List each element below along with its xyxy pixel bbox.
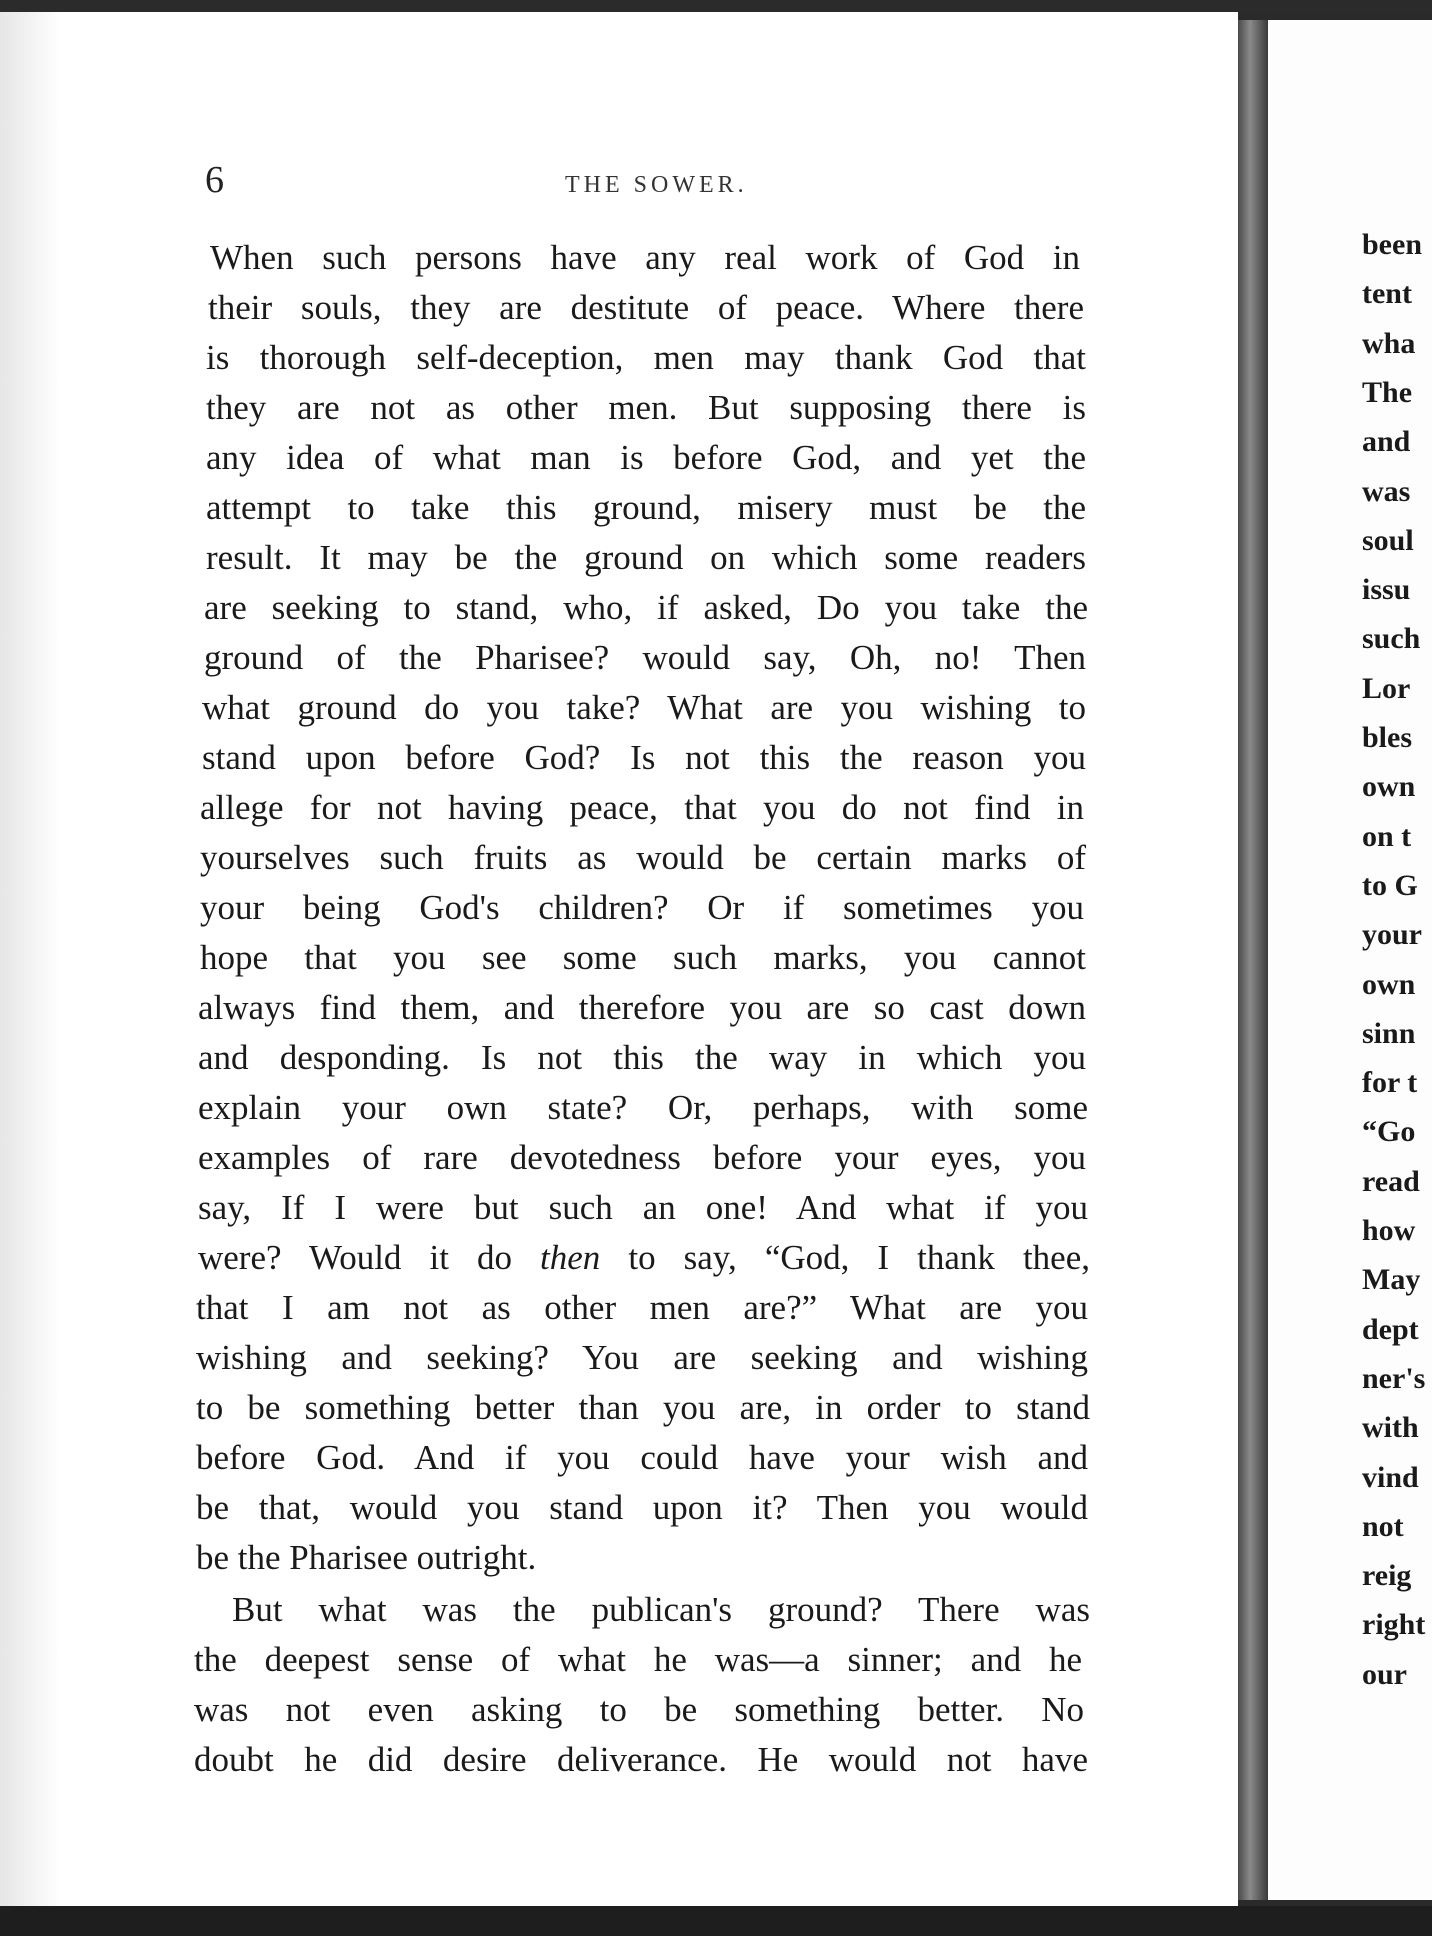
right-page-text-fragment: soul (1362, 523, 1414, 557)
text-line: was not even asking to be something better. No (194, 1690, 1084, 1729)
text-line: allege for not having peace, that you do not find in (200, 788, 1084, 827)
right-page-text-fragment: for t (1362, 1066, 1418, 1100)
right-page-text-fragment: on t (1362, 819, 1412, 853)
page-number: 6 (205, 159, 224, 201)
text-line: say, If I were but such an one! And what if you (198, 1188, 1088, 1227)
right-page-text-fragment: been (1362, 228, 1422, 261)
right-page-text-fragment: to G (1362, 868, 1418, 902)
right-page-text-fragment: read (1362, 1164, 1420, 1198)
text-line: attempt to take this ground, misery must be the (206, 488, 1086, 527)
left-page-edge-shadow (0, 12, 60, 1908)
text-line: be that, would you stand upon it? Then you would (196, 1488, 1088, 1527)
text-line: is thorough self-deception, men may thank God that (206, 338, 1086, 377)
right-page-text-fragment: your (1362, 918, 1422, 952)
text-line: But what was the publican's ground? There was (232, 1590, 1090, 1629)
right-page-text-fragment: such (1362, 622, 1421, 656)
text-line: result. It may be the ground on which some readers (206, 538, 1086, 577)
right-page-text-fragment: wha (1362, 326, 1416, 360)
text-line: wishing and seeking? You are seeking and wishing (196, 1338, 1088, 1377)
right-page-text-fragment: was (1362, 474, 1411, 508)
text-line: stand upon before God? Is not this the reason you (202, 738, 1086, 777)
right-page-text-fragment: The (1362, 375, 1413, 409)
right-page-text-fragment: tent (1362, 277, 1412, 311)
text-line: doubt he did desire deliverance. He would not have (194, 1740, 1088, 1779)
text-line: When such persons have any real work of God in (210, 238, 1080, 277)
scan-bottom-border (0, 1906, 1432, 1936)
right-page-text-fragment: right (1362, 1608, 1426, 1642)
text-line: always find them, and therefore you are so cast down (198, 988, 1086, 1027)
text-line: your being God's children? Or if sometimes you (200, 888, 1084, 927)
text-line: the deepest sense of what he was—a sinner; and he (194, 1640, 1082, 1679)
right-page-text-fragment: sinn (1362, 1016, 1416, 1050)
text-line: any idea of what man is before God, and yet the (206, 438, 1086, 477)
book-spine (1238, 20, 1268, 1900)
right-page-text-fragment: ner's (1362, 1361, 1426, 1395)
text-line: were? Would it do then to say, “God, I thank thee, (198, 1238, 1090, 1277)
text-line: their souls, they are destitute of peace. Where there (208, 288, 1084, 327)
text-line: explain your own state? Or, perhaps, with some (198, 1088, 1088, 1127)
text-line: ground of the Pharisee? would say, Oh, no! Then (204, 638, 1086, 677)
text-line: yourselves such fruits as would be certain marks of (200, 838, 1086, 877)
right-page-text-fragment: vind (1362, 1460, 1419, 1494)
right-page-text-fragment: dept (1362, 1312, 1419, 1346)
right-page-fragment (1268, 20, 1432, 1900)
text-line: before God. And if you could have your wish and (196, 1438, 1088, 1477)
running-head: THE SOWER. (565, 172, 748, 198)
text-line: what ground do you take? What are you wishing to (202, 688, 1086, 727)
text-line: to be something better than you are, in order to stand (196, 1388, 1090, 1427)
text-line: examples of rare devotedness before your eyes, you (198, 1138, 1086, 1177)
right-page-text-fragment: and (1362, 425, 1411, 459)
right-page-text-fragment: not (1362, 1509, 1404, 1543)
text-line: be the Pharisee outright. (196, 1538, 537, 1577)
right-page-text-fragment: how (1362, 1214, 1416, 1247)
text-line: and desponding. Is not this the way in which you (198, 1038, 1086, 1077)
right-page-text-fragment: own (1362, 967, 1416, 1001)
right-page-text-fragment: own (1362, 770, 1416, 804)
right-page-text-fragment: issu (1362, 573, 1411, 607)
emphasis: then (540, 1238, 601, 1277)
right-page-text-fragment: reig (1362, 1559, 1412, 1593)
text-line: they are not as other men. But supposing there is (206, 388, 1086, 427)
right-page-text-fragment: “Go (1362, 1115, 1416, 1149)
text-line: that I am not as other men are?” What are you (196, 1288, 1088, 1327)
text-line: hope that you see some such marks, you cannot (200, 938, 1086, 977)
right-page-text-fragment: our (1362, 1657, 1407, 1691)
right-page-text-fragment: bles (1362, 721, 1413, 754)
text-line: are seeking to stand, who, if asked, Do you take the (204, 588, 1088, 627)
right-page-text-fragment: with (1362, 1411, 1419, 1445)
right-page-text-fragment: Lor (1362, 671, 1411, 705)
right-page-text-fragment: May (1362, 1263, 1421, 1297)
